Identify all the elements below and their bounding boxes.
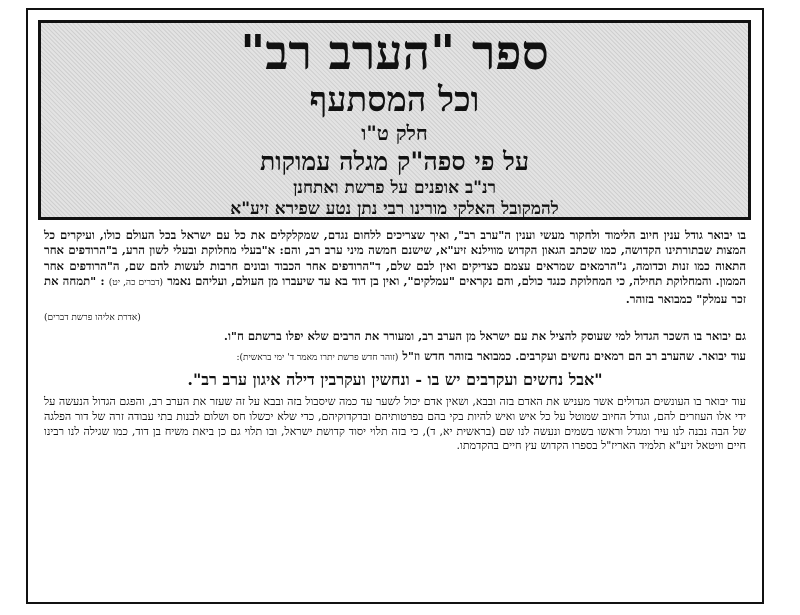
- zohar-quote: "אבל נחשים ועקרבים יש בו - ונחשין ועקרבין דילה איגון ערב רב".: [187, 370, 603, 390]
- body-text: [44, 228, 746, 596]
- zohar-reference: (זוהר חדש פרשת יתרו מאמר ד' ימי בראשית):: [236, 352, 399, 363]
- topic-line: רנ"ב אופנים על פרשת ואתחנן: [293, 178, 496, 198]
- volume-label: חלק ט"ו: [361, 121, 428, 145]
- source-line: על פי ספה"ק מגלה עמוקות: [260, 147, 529, 176]
- page-scan: [26, 8, 764, 604]
- source-reference: (אדרת אליהו פרשת דברים): [44, 313, 141, 324]
- paragraph-intro: בו יבואר גודל ענין חיוב הלימוד ולחקור מעשי וענין ה"ערב רב", ואיך שצריכים ללחום נגדם, שמקלקלים את כל עם ישראל בכל העולם כולו, ועיקרים כל המצות שבתורתינו הקדושה, כמו שכתב הגאון הקדוש מווילנא זיע"א, שישנם חמשה מיני ערב רב, והם: א"בעלי מחלוקת ובעלי לשון הרע, ב"הרודפים אחר התאוה כמו זנות וכדומה, ג"הרמאים שמראים עצמם כצדיקים ואין לבם שלם, ד"הרודפים אחר הכבוד ובונים חרבות לעשות להם שם, ה"הרודפים אחר הממון. והמחלוקת תחילה, כי המחלוקת כנגד כולם, והם נקראים "עמלקים", ואין בן דוד בא עד שיעברו מן העולם, ועליהם נאמר (דברים כה, יט) : "תמחה את זכר עמלק" כמבואר בזוהר.: [44, 228, 746, 306]
- book-title: ספר "הערב רב": [240, 25, 549, 81]
- title-box: [38, 20, 751, 220]
- author-line: להמקובל האלקי מורינו רבי נתן נטע שפירא זיע"א: [230, 199, 559, 219]
- paragraph-reward: גם יבואר בו השכר הגדול למי שעוסק להציל את עם ישראל מן הערב רב, ומעורר את הרבים שלא יפלו ברשתם ח"ו.: [223, 329, 746, 344]
- paragraph-snakes: עוד יבואר. שהערב רב הם רמאים נחשים ועקרבים. כמבואר בזוהר חדש וז"ל (זוהר חדש פרשת יתרו מאמר ד' ימי בראשית):: [236, 348, 746, 363]
- verse-reference: (דברים כה, יט): [108, 278, 164, 289]
- book-subtitle: וכל המסתעף: [309, 80, 480, 120]
- paragraph-punishments: עוד יבואר בו העונשים הגדולים אשר מעניש את האדם בזה ובבא, ושאין אדם יכול לשער עד כמה שיסבול בזה ובבא על זה שעזר את הערב רב, והפגם הגדול הנעשה על ידי אלו העוזרים להם, וגודל החיוב שמוטל על כל איש ואיש להיות בקי בהם בפרטותיהם ובדקדוקיהם, כדי שלא יכשלו חס ושלום לבנות בתי עבודה זרה של דור הפלגה של הבה נבנה לנו עיר ומגדל וראשו בשמים ונעשה לנו שם (בראשית יא, ד), כי בזה תלוי יסוד קדושת ישראל, ובו תלוי גם כן ביאת משיח בן דוד, כמו שגילה לנו רבינו חיים וויטאל זיע"א תלמיד האריז"ל בספרו הקדוש עץ חיים בהקדמתו.: [44, 395, 746, 453]
